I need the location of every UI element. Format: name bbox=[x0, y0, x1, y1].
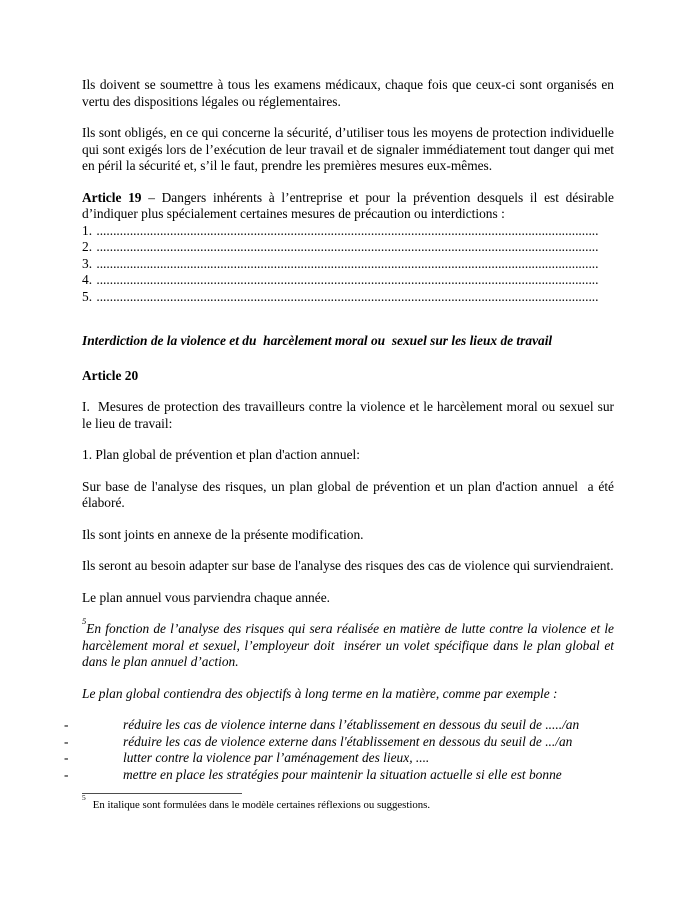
footnote-number: 5 bbox=[82, 793, 86, 803]
point-1-title: 1. Plan global de prévention et plan d'action annuel: bbox=[82, 447, 360, 462]
dotted-line-5: 5. ...................................................................................................................................................... bbox=[82, 288, 599, 304]
para-joints-annexe: Ils sont joints en annexe de la présente modification. bbox=[82, 526, 364, 542]
bullet-dash-icon: - bbox=[64, 750, 69, 765]
numbered-dotted-lines bbox=[82, 223, 614, 306]
footnote bbox=[82, 793, 614, 813]
bullet-item-4: - mettre en place les stratégies pour maintenir la situation actuelle si elle est bonne bbox=[64, 766, 562, 782]
para-adapter: Ils seront au besoin adapter sur base de l'analyse des risques des cas de violence qui surviendraient. bbox=[82, 558, 614, 573]
page-content bbox=[64, 77, 615, 813]
dotted-line-1: 1. ...................................................................................................................................................... bbox=[82, 222, 599, 238]
objectives-bullet-list bbox=[64, 717, 614, 783]
footnote-reference-marker: 5 bbox=[82, 615, 87, 626]
para-sur-base: Sur base de l'analyse des risques, un plan global de prévention et un plan d'action annuel a été élaboré. bbox=[82, 478, 614, 510]
bullet-dash-icon: - bbox=[64, 733, 69, 749]
article-19-paragraph bbox=[82, 190, 614, 223]
bullet-dash-icon: - bbox=[64, 717, 69, 732]
bullet-dash-icon: - bbox=[64, 766, 69, 782]
article-20-heading: Article 20 bbox=[82, 367, 139, 383]
dotted-line-2: 2. ...................................................................................................................................................... bbox=[82, 239, 599, 254]
footnote-separator bbox=[82, 793, 242, 794]
para-objectifs: Le plan global contiendra des objectifs à long terme en la matière, comme par exemple : bbox=[82, 685, 558, 701]
article-19-label: Article 19 bbox=[82, 189, 142, 205]
dotted-line-3: 3. ...................................................................................................................................................... bbox=[82, 255, 599, 271]
article-19-text: – Dangers inhérents à l’entreprise et pour la prévention desquels il est désirable d’indiquer plus spécialement certaines mesures de précaution ou interdictions : bbox=[82, 189, 615, 221]
dotted-line-4: 4. ...................................................................................................................................................... bbox=[82, 272, 599, 287]
para-en-fonction bbox=[82, 615, 614, 671]
bullet-item-3: - lutter contre la violence par l’aménagement des lieux, .... bbox=[64, 750, 430, 765]
para-plan-annuel: Le plan annuel vous parviendra chaque année. bbox=[82, 589, 330, 605]
bullet-item-1: - réduire les cas de violence interne dans l’établissement en dessous du seuil de ...../an bbox=[64, 717, 580, 732]
para-safety-obligations: Ils sont obligés, en ce qui concerne la sécurité, d’utiliser tous les moyens de protection individuelle qui sont exigés lors de l’exécution de leur travail et de signaler immédiatement tout danger qui met en péril la sécurité et, s’il le faut, prendre les premières mesures eux-mêmes. bbox=[82, 125, 614, 173]
bullet-item-2: - réduire les cas de violence externe dans l'établissement en dessous du seuil de .../an bbox=[64, 733, 573, 749]
section-1-intro: I. Mesures de protection des travailleurs contre la violence et le harcèlement moral ou sexuel sur le lieu de travail: bbox=[82, 399, 614, 431]
footnote-text: En italique sont formulées dans le modèle certaines réflexions ou suggestions. bbox=[92, 799, 431, 811]
para-en-fonction-text: En fonction de l’analyse des risques qui sera réalisée en matière de lutte contre la violence et le harcèlement moral et sexuel, l’employeur doit insérer un volet spécifique dans le plan global et dans le plan annuel d’action. bbox=[82, 621, 614, 669]
para-medical-exams: Ils doivent se soumettre à tous les examens médicaux, chaque fois que ceux-ci sont organisés en vertu des dispositions légales ou réglementaires. bbox=[82, 77, 614, 109]
section-heading-interdiction: Interdiction de la violence et du harcèlement moral ou sexuel sur les lieux de travail bbox=[82, 333, 553, 348]
